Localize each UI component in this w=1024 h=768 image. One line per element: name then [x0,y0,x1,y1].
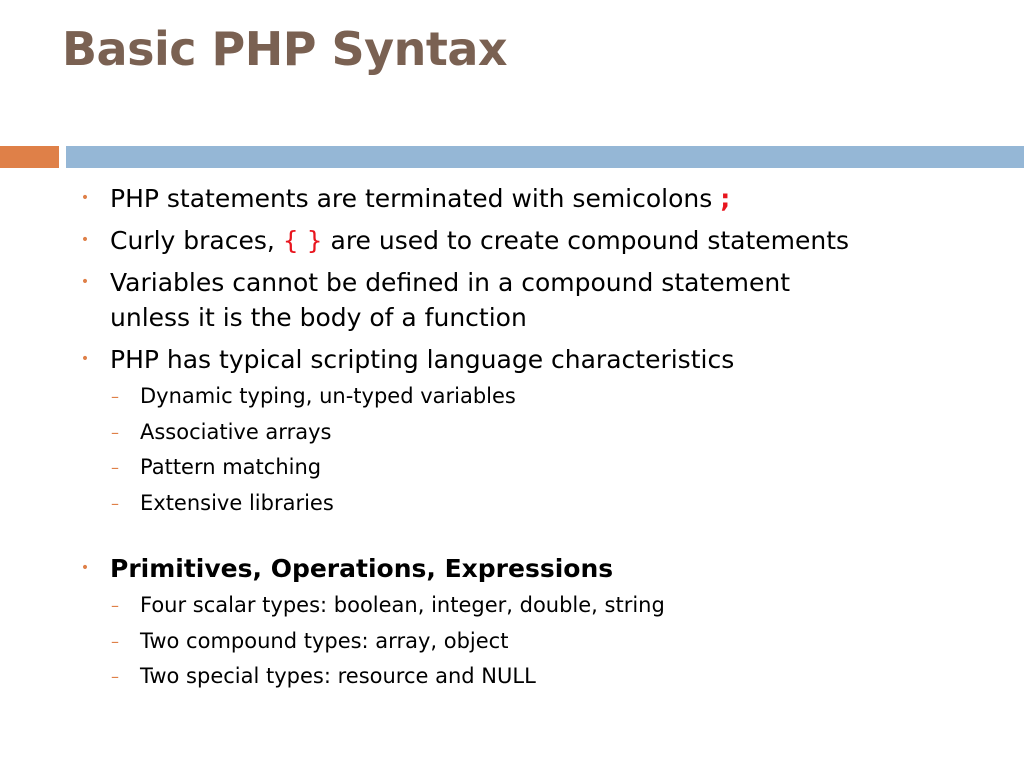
sub-item [0,624,1024,660]
accent-bar-orange [0,146,59,168]
bullet-semicolons [0,181,1024,216]
sub-item [0,486,1024,522]
bullet-marker: • [80,232,90,248]
sub-item [0,588,1024,624]
sub-list-scripting [0,379,1024,522]
bullet-text-line1: Variables cannot be defined in a compound statement [110,268,791,297]
bullet-marker: • [80,351,90,367]
bullet-text-rest: are used to create compound statements [322,226,850,255]
bullet-text: PHP statements are terminated with semicolons [110,184,721,213]
bullet-text-line2: unless it is the body of a function [110,303,527,332]
dash-marker: – [111,631,119,651]
sub-list-primitives [0,588,1024,695]
dash-marker: – [111,667,119,687]
bullet-variables [0,265,1024,335]
bullet-text: Primitives, Operations, Expressions [110,553,614,583]
bullet-marker: • [80,274,90,290]
sub-item [0,379,1024,415]
bullet-scripting [0,342,1024,377]
sub-item [0,659,1024,695]
sub-item-text: Four scalar types: boolean, integer, double, string [140,592,665,617]
sub-item-text: Dynamic typing, un-typed variables [140,384,516,408]
semicolon-highlight: ; [720,184,731,213]
accent-bar-blue [66,146,1024,168]
bullet-list [0,181,1024,695]
dash-marker: – [111,494,119,514]
bullet-text: PHP has typical scripting language characteristics [110,345,735,374]
bullet-marker: • [80,559,90,576]
bullet-marker: • [80,190,90,206]
dash-marker: – [111,595,119,615]
sub-item-text: Associative arrays [140,419,332,444]
slide-title: Basic PHP Syntax [62,22,508,76]
sub-item-text: Two special types: resource and NULL [140,664,536,689]
sub-item [0,415,1024,451]
bullet-curly-braces [0,223,1024,258]
dash-marker: – [111,458,119,478]
braces-highlight: { } [282,226,323,255]
dash-marker: – [111,422,119,442]
bullet-text: Curly braces, [110,226,283,255]
sub-item-text: Extensive libraries [140,491,334,516]
dash-marker: – [111,387,119,406]
sub-item [0,450,1024,486]
sub-item-text: Pattern matching [140,455,322,480]
bullet-primitives [0,551,1024,586]
sub-item-text: Two compound types: array, object [140,628,509,653]
